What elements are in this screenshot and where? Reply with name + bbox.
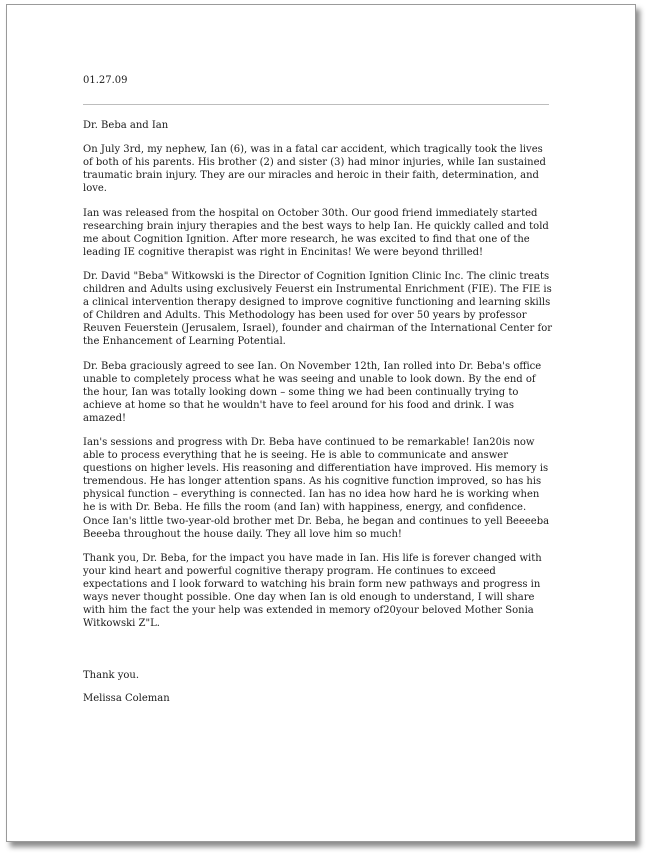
- paragraph-accident: On July 3rd, my nephew, Ian (6), was in a fatal car accident, which tragically took the lives of both of his parents. His brother (2) and sister (3) had minor injuries, while Ian sustained traumatic brain injury. They are our miracles and heroic in their faith, determination, and love.: [83, 144, 546, 195]
- paragraph-progress: Ian's sessions and progress with Dr. Beba have continued to be remarkable! Ian20is now able to process everything that he is seeing. He is able to communicate and answer questions on higher levels. His reasoning and differentiation have improved. His memory is tremendous. He has longer attention spans. As his cognitive function improved, so has his physical function – everything is connected. Ian has no idea how hard he is working when he is with Dr. Beba. He fills the room (and Ian) with happiness, energy, and confidence. Once Ian's little two-year-old brother met Dr. Beba, he began and continues to yell Beeeeba Beeeba throughout the house daily. They all love him so much!: [83, 436, 550, 540]
- letter-date: 01.27.09: [83, 75, 128, 86]
- paragraph-hospital-release: Ian was released from the hospital on October 30th. Our good friend immediately started researching brain injury therapies and the best ways to help Ian. He quickly called and told me about Cognition Ignition. After more research, he was excited to find that one of the leading IE cognitive therapist was right in Encinitas! We were beyond thrilled!: [83, 207, 549, 258]
- closing: Thank you.: [83, 670, 140, 682]
- signature-name: Melissa Coleman: [83, 693, 170, 705]
- paragraph-first-visit: Dr. Beba graciously agreed to see Ian. On November 12th, Ian rolled into Dr. Beba's office unable to completely process what he was seeing and unable to look down. By the end of the hour, Ian was totally looking down – some thing we had been continually trying to achieve at home so that he wouldn't have to feel around for his food and drink. I was amazed!: [83, 360, 542, 424]
- header-divider: [83, 104, 549, 105]
- salutation: Dr. Beba and Ian: [83, 120, 169, 132]
- letter-page: [6, 4, 636, 842]
- paragraph-clinic-description: Dr. David "Beba" Witkowski is the Director of Cognition Ignition Clinic Inc. The clinic treats children and Adults using exclusively Feuerst ein Instrumental Enrichment (FIE). The FIE is a clinical intervention therapy designed to improve cognitive functioning and learning skills of Children and Adults. This Methodology has been used for over 50 years by professor Reuven Feuerstein (Jerusalem, Israel), founder and chairman of the International Center for the Enhancement of Learning Potential.: [83, 270, 553, 348]
- paragraph-thanks: Thank you, Dr. Beba, for the impact you have made in Ian. His life is forever changed with your kind heart and powerful cognitive therapy program. He continues to exceed expectations and I look forward to watching his brain form new pathways and progress in ways never thought possible. One day when Ian is old enough to understand, I will share with him the fact the your help was extended in memory of20your beloved Mother Sonia Witkowski Z"L.: [83, 552, 542, 630]
- letter-body: [83, 74, 553, 705]
